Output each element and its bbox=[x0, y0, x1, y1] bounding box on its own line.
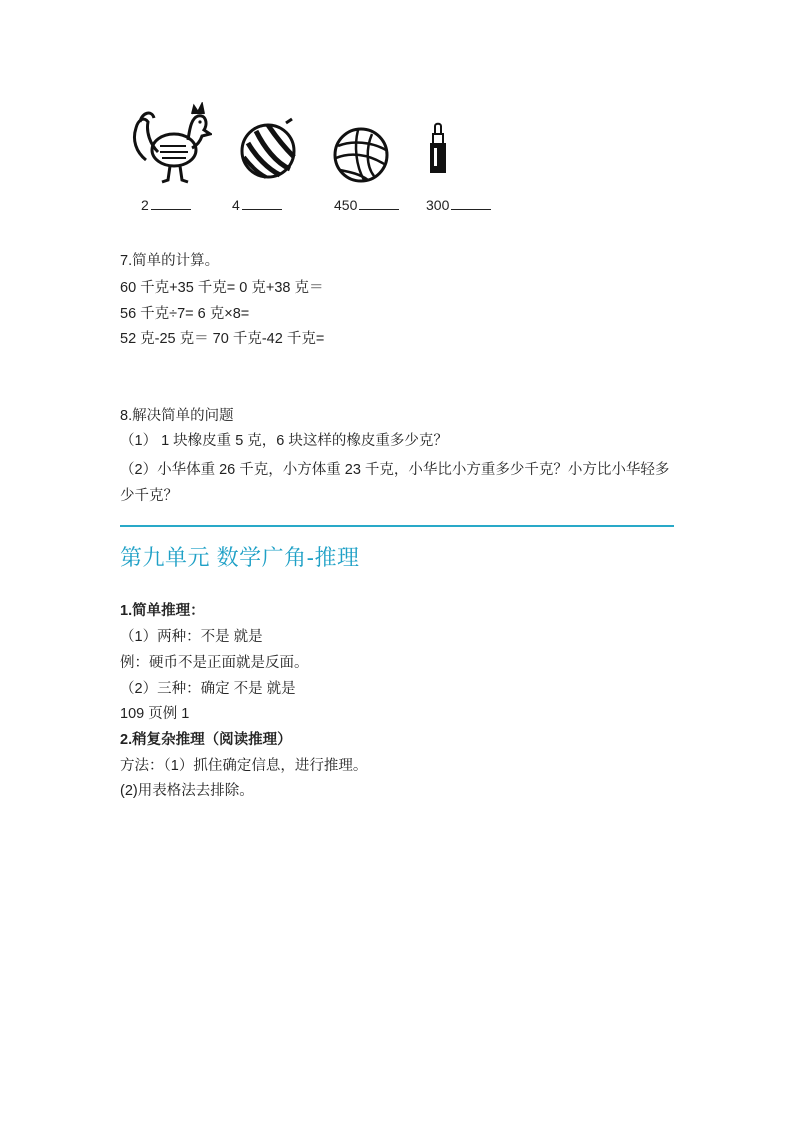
q7-line-2: 56 千克÷7= 6 克×8= bbox=[120, 306, 250, 322]
lipstick-icon bbox=[428, 122, 448, 174]
answer-blank-1 bbox=[141, 197, 191, 213]
watermelon-icon bbox=[238, 117, 298, 179]
section-1-heading: 1.简单推理： bbox=[120, 603, 205, 619]
answer-number: 4 bbox=[232, 197, 240, 213]
rooster-icon bbox=[126, 102, 212, 186]
q7-heading: 7.简单的计算。 bbox=[120, 253, 220, 269]
section-1-example: 例：硬币不是正面就是反面。 bbox=[120, 655, 309, 671]
section-2-item-2: (2)用表格法去排除。 bbox=[120, 783, 254, 799]
q7-line-1: 60 千克+35 千克= 0 克+38 克＝ bbox=[120, 280, 324, 296]
answer-blank-3 bbox=[334, 197, 399, 213]
section-1-item-2: （2）三种：确定 不是 就是 bbox=[120, 681, 296, 697]
section-1-page-ref: 109 页例 1 bbox=[120, 706, 190, 722]
section-2-heading: 2.稍复杂推理（阅读推理） bbox=[120, 732, 292, 748]
answer-blank-line bbox=[151, 197, 191, 210]
answer-blank-line bbox=[242, 197, 282, 210]
q8-item-1: （1） 1 块橡皮重 5 克，6 块这样的橡皮重多少克？ bbox=[120, 433, 448, 449]
answer-blank-4 bbox=[426, 197, 491, 213]
q8-item-2: （2）小华体重 26 千克，小方体重 23 千克，小华比小方重多少千克？小方比小华轻多少千克？ bbox=[120, 462, 670, 504]
unit-title: 第九单元 数学广角-推理 bbox=[120, 545, 360, 570]
answer-blank-line bbox=[359, 197, 399, 210]
answer-blank-2 bbox=[232, 197, 282, 213]
section-1-item-1: （1）两种：不是 就是 bbox=[120, 629, 263, 645]
q7-line-3: 52 克-25 克＝ 70 千克-42 千克= bbox=[120, 331, 325, 347]
answer-number: 2 bbox=[141, 197, 149, 213]
section-divider bbox=[120, 525, 674, 527]
answer-number: 300 bbox=[426, 197, 450, 213]
q8-heading: 8.解决简单的问题 bbox=[120, 408, 234, 424]
answer-blank-line bbox=[451, 197, 491, 210]
section-2-method: 方法：（1）抓住确定信息，进行推理。 bbox=[120, 758, 368, 774]
answer-number: 450 bbox=[334, 197, 358, 213]
volleyball-icon bbox=[332, 126, 390, 184]
